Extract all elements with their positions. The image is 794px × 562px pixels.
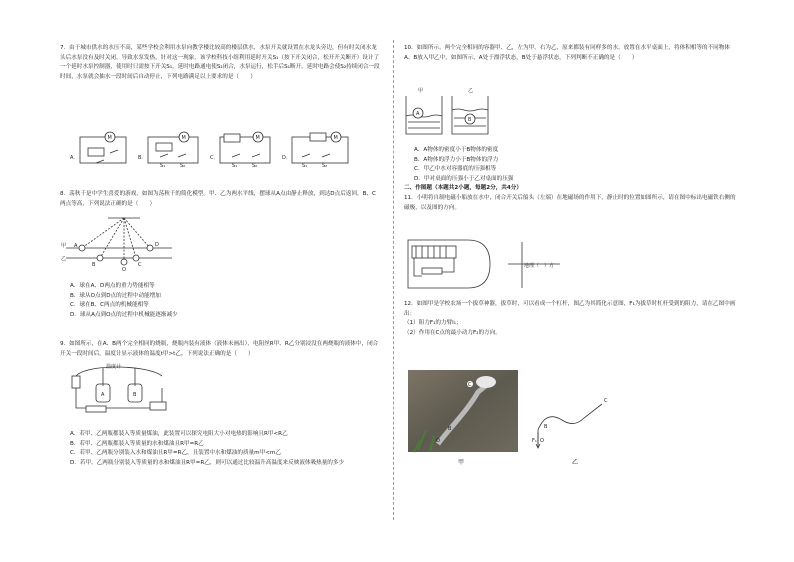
q9-option-d: D．若甲、乙两瓶分别装入等质量的水和煤油且R甲=R乙，则可以通过比较温升高温度来反映液体吸热量的多少 xyxy=(70,459,345,466)
svg-text:M: M xyxy=(333,135,338,141)
q8-option-a: A．球在A、D两点的重力势能相等 xyxy=(70,283,155,289)
rheostat-icon xyxy=(150,402,166,410)
svg-text:B: B xyxy=(448,426,452,432)
svg-text:B: B xyxy=(544,424,548,430)
q9-text: 9．如图所示，在A、B两个完全相同的烧瓶，烧瓶内装有液体（液体未画出），电阻丝R甲、R乙分别浸没在两烧瓶的液体中，闭合开关一段时间后，温度计显示液体的温度t甲>t乙，下列说法正确的是（ ） xyxy=(60,341,379,357)
svg-text:S₂: S₂ xyxy=(322,163,328,169)
svg-text:S₁: S₁ xyxy=(232,163,238,169)
q8-block xyxy=(60,190,380,209)
caption-yi: 乙 xyxy=(572,459,579,466)
svg-text:C: C xyxy=(604,398,608,404)
q10-containers-diagram xyxy=(404,86,494,136)
q8-option-b: B．球从O点到D点的过程中动能增加 xyxy=(70,292,161,299)
q8-option-c: C．球在B、C两点的机械能相等 xyxy=(70,302,149,309)
q12-lever-diagram xyxy=(532,380,622,468)
switch-icon xyxy=(232,154,240,157)
ball-c xyxy=(133,255,139,261)
switch-icon xyxy=(252,154,260,157)
svg-text:O: O xyxy=(436,438,440,444)
column-divider xyxy=(393,40,394,520)
switch-icon xyxy=(160,154,168,157)
svg-text:A: A xyxy=(416,111,420,117)
svg-text:O: O xyxy=(122,267,126,273)
q10-block xyxy=(404,44,739,63)
q10-text: 10．如图所示，两个完全相同的容器甲、乙，左为甲，右为乙，原来都装有同样多的水，放置在水平桌面上，将体积相等的不同物体A、B放入甲乙中，如图所示，A处于漂浮状态，B处于悬浮状态，下列判断不正确的是（ ） xyxy=(404,45,730,61)
q8-swing-diagram xyxy=(60,214,180,274)
q11-text: 11．小明将自制电磁小船放在水中，闭合开关后船头（左端）在地磁场的作用下，静止时的位置如图所示，请在图中标出电磁铁右侧的磁极，以及图的方向。 xyxy=(404,194,736,211)
svg-text:O: O xyxy=(540,438,544,444)
q12-photo-jia xyxy=(408,370,518,468)
q9-option-c: C．若甲、乙两瓶分别装入水和煤油且R甲=R乙，且装置中水和煤油的质量m甲<m乙 xyxy=(70,450,281,457)
svg-text:乙: 乙 xyxy=(61,256,67,262)
stand-icon xyxy=(86,406,106,412)
q7-circuit-options xyxy=(66,131,366,173)
q7-option-d-label: D． xyxy=(282,155,291,161)
svg-text:甲: 甲 xyxy=(418,88,424,94)
svg-text:甲: 甲 xyxy=(61,243,67,249)
delay-circuit-box xyxy=(310,133,326,141)
q7-option-b-label: B． xyxy=(138,155,147,161)
svg-text:温度计: 温度计 xyxy=(106,364,122,370)
switch-icon xyxy=(302,154,310,157)
q10-option-d: D．甲对桌面的压强小于乙对桌面的压强 xyxy=(414,175,514,182)
q9-option-b: B．若甲、乙两瓶都装入等质量的水和煤油且R甲=R乙 xyxy=(70,440,204,447)
lever-curve xyxy=(538,404,602,446)
switch-icon xyxy=(322,154,330,157)
q9-block xyxy=(60,340,380,359)
q10-option-c: C．甲乙中水对容器底的压强相等 xyxy=(414,166,497,173)
svg-text:S₁: S₁ xyxy=(160,163,166,169)
svg-text:C: C xyxy=(138,262,142,268)
caption-jia: 甲 xyxy=(458,459,465,466)
battery-icon xyxy=(422,268,442,274)
q12-item-1: （1）阻力F₁的力臂l₁； xyxy=(404,320,462,327)
q8-options xyxy=(60,282,380,320)
switch-icon xyxy=(96,160,104,163)
svg-text:D: D xyxy=(155,242,159,248)
q9-option-a: A．若甲、乙两瓶都装入等质量煤油，此装置可以探究电阻大小对电热的影响且R甲<R乙 xyxy=(70,431,288,437)
svg-text:S₁: S₁ xyxy=(302,163,308,169)
svg-text:S₂: S₂ xyxy=(252,163,258,169)
ball-b xyxy=(97,255,103,261)
ball-d xyxy=(147,245,153,251)
q12-block xyxy=(404,300,739,338)
switch-icon xyxy=(178,154,186,157)
svg-text:M: M xyxy=(255,135,260,141)
hand-icon xyxy=(476,376,496,388)
q12-item-2: （2）作用在C点的最小动力F₂的方向。 xyxy=(404,329,501,336)
q12-text: 12．如图甲是学校农场一个拔草神器，拔草时，可以看成一个杠杆，图乙为其简化示意图，F₁为拔草时杠杆受到的阻力，请在乙图中画出： xyxy=(404,301,736,317)
q8-option-d: D．球从A点到O点的过程中机械能逐渐减少 xyxy=(70,311,178,318)
svg-text:B: B xyxy=(468,117,472,123)
svg-text:C: C xyxy=(468,382,472,388)
switch-icon xyxy=(110,150,118,153)
svg-text:地理（ ）方: 地理（ ）方 xyxy=(524,263,555,269)
q7-circuit-b xyxy=(148,137,198,163)
q10-option-b: B．A物体的浮力小于B物体的浮力 xyxy=(414,156,499,163)
svg-text:S₂: S₂ xyxy=(180,163,186,169)
svg-text:M: M xyxy=(181,135,186,141)
q9-options xyxy=(60,430,380,468)
q10-option-a: A．A物体的密度小于B物体的密度 xyxy=(414,147,499,153)
ball-o xyxy=(121,259,127,265)
ball-a xyxy=(79,245,85,251)
q7-text: 7．由于城市供水的水压不高，某些学校会利用水泵向教学楼比较高的楼层供水，水泵开关就设置在水龙头旁边，但有时关闭水龙头后水泵没有及时关闭，导致水泵发热，针对这一现象，该学校科技小组利用延时开关S₁（按下开关闭合，松开开关断开）设计了一个延时水泵控制器，使用时只需按下开关S₁，延时电路通电使S₂闭合，水泵运行，松手后S₁断开，延时电路会使S₂持续闭合一段时间，水泵就会抽水一段时间后自动停止，下列电路满足以上要求的是（ ） xyxy=(60,45,380,80)
delay-circuit-box xyxy=(224,134,240,142)
q9-apparatus-diagram xyxy=(66,362,176,422)
q11-boat-diagram xyxy=(404,236,564,294)
left-column xyxy=(60,44,380,82)
delay-circuit-box xyxy=(156,143,172,151)
battery-icon xyxy=(72,376,80,388)
svg-text:A: A xyxy=(101,392,105,398)
svg-text:M: M xyxy=(107,135,112,141)
section-2-heading: 二、作图题（本题共2小题，每题2分，共4分） xyxy=(404,185,522,192)
q7-option-a-label: A． xyxy=(70,155,79,161)
svg-text:乙: 乙 xyxy=(468,88,474,94)
svg-text:A: A xyxy=(74,243,78,249)
q7-option-c-label: C． xyxy=(210,155,219,161)
svg-text:B: B xyxy=(92,262,96,268)
svg-text:B: B xyxy=(133,392,137,398)
svg-text:F₁: F₁ xyxy=(532,438,537,444)
q10-options xyxy=(404,146,739,213)
q8-text: 8．荡秋千是中学生喜爱的游戏，如图为荡秋千的简化模型。甲、乙为两水平线，摆球从A点由静止释放，到达D点后返回，B、C两点等高，下列说法正确的是（ ） xyxy=(60,191,376,207)
delay-circuit-box xyxy=(88,148,104,156)
